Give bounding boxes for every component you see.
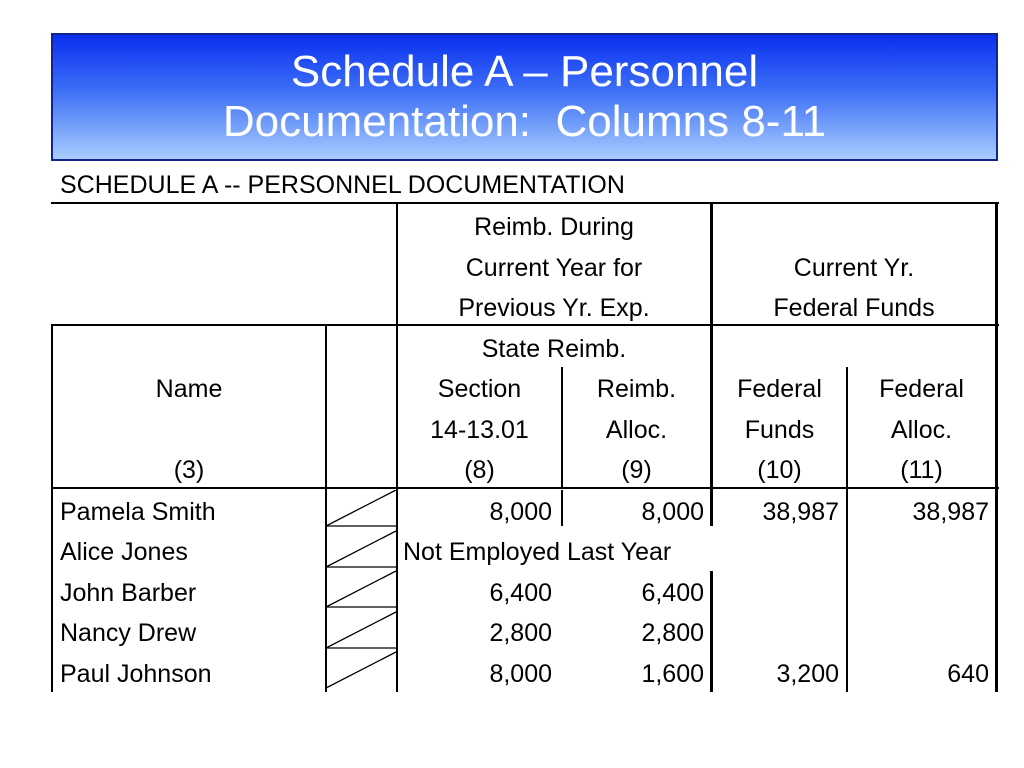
slide-title-line-2: Documentation: Columns 8-11	[222, 97, 827, 146]
column-header-col9-line-2: Alloc.	[605, 416, 668, 444]
column-number-col10: (10)	[757, 456, 802, 484]
row-col9: 2,800	[641, 619, 704, 647]
row-name: Nancy Drew	[60, 619, 197, 647]
column-header-state-reimb: State Reimb.	[481, 335, 627, 363]
rule-under-federal-group	[713, 324, 999, 326]
rule-under-reimb-group	[51, 324, 713, 326]
row-note: Not Employed Last Year	[403, 538, 672, 566]
table-caption: SCHEDULE A -- PERSONNEL DOCUMENTATION	[60, 171, 625, 199]
slide-title-line-1: Schedule A – Personnel	[290, 47, 759, 96]
column-header-col8-line-2: 14-13.01	[430, 416, 529, 444]
row-col10: 3,200	[776, 660, 839, 688]
hatched-cells	[326, 490, 396, 692]
column-header-name: Name	[155, 375, 223, 403]
rule-right-edge	[995, 202, 998, 692]
row-col8: 2,800	[489, 619, 552, 647]
group-header-reimb-line-3: Previous Yr. Exp.	[458, 294, 650, 322]
row-name: Paul Johnson	[60, 660, 212, 688]
row-name: John Barber	[60, 579, 197, 607]
row-col8: 6,400	[489, 579, 552, 607]
row-col11: 640	[947, 660, 989, 688]
rule-top	[51, 202, 999, 204]
column-header-col11-line-2: Alloc.	[890, 416, 953, 444]
column-number-col8: (8)	[464, 456, 495, 484]
row-col9: 6,400	[641, 579, 704, 607]
column-header-col11-line-1: Federal	[879, 375, 964, 403]
column-number-name: (3)	[173, 456, 205, 484]
column-header-col8-line-1: Section	[437, 375, 522, 403]
row-col9: 8,000	[641, 498, 704, 526]
row-col9: 1,600	[641, 660, 704, 688]
column-header-col10-line-1: Federal	[737, 375, 822, 403]
column-number-col11: (11)	[900, 456, 943, 484]
row-col11: 38,987	[912, 498, 989, 526]
group-header-reimb-line-2: Current Year for	[465, 254, 643, 282]
column-header-col9-line-1: Reimb.	[596, 375, 677, 403]
row-col10: 38,987	[762, 498, 839, 526]
row-col8: 8,000	[489, 498, 552, 526]
group-header-reimb-line-1: Reimb. During	[474, 213, 634, 241]
row-name: Pamela Smith	[60, 498, 216, 526]
column-number-col9: (9)	[621, 456, 652, 484]
rule-header-bottom	[51, 487, 999, 489]
title-banner	[51, 33, 998, 161]
group-header-federal-line-2: Federal Funds	[773, 294, 935, 322]
row-col8: 8,000	[489, 660, 552, 688]
row-name: Alice Jones	[60, 538, 188, 566]
group-header-federal-line-1: Current Yr.	[793, 254, 915, 282]
column-header-col10-line-2: Funds	[744, 416, 815, 444]
